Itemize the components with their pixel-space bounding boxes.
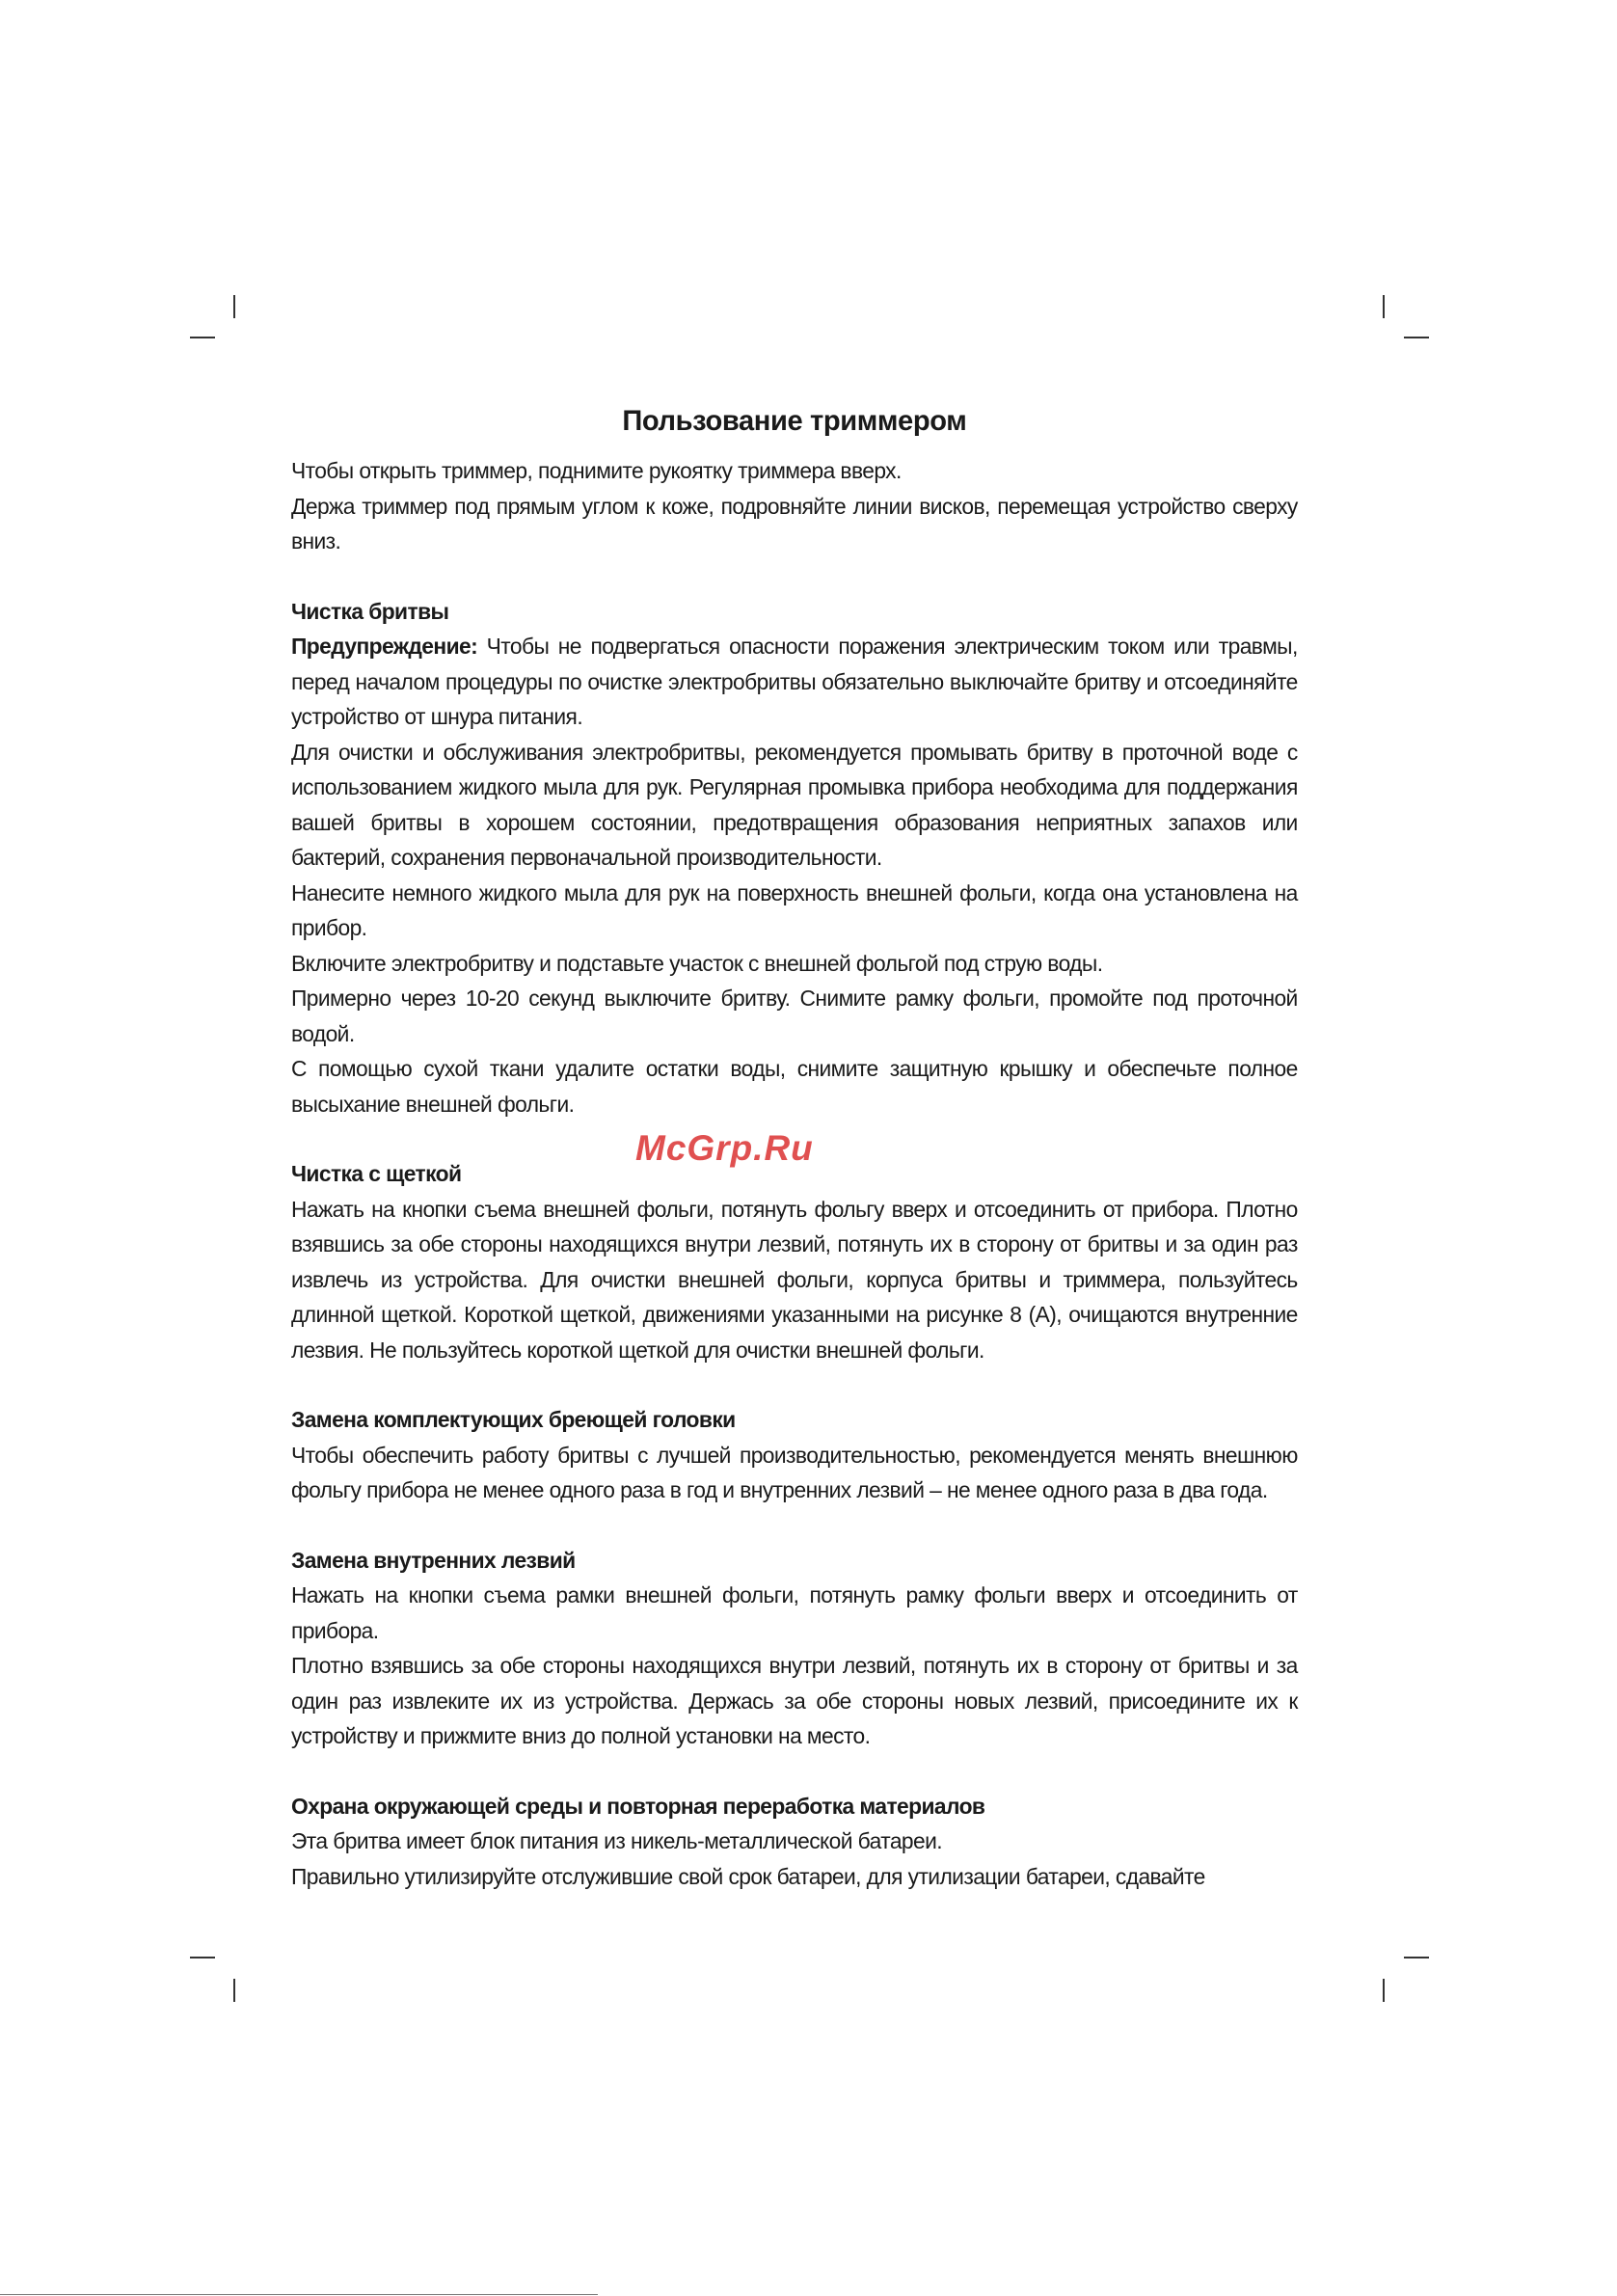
crop-mark	[190, 337, 215, 338]
paragraph: Держа триммер под прямым углом к коже, подровняйте линии висков, перемещая устройство сверху вниз.	[291, 493, 1298, 554]
section-heading: Замена внутренних лезвий	[291, 1547, 576, 1573]
paragraph: Для очистки и обслуживания электробритвы, рекомендуется промывать бритву в проточной воде с использованием жидкого мыла для рук. Регулярная промывка прибора необходима для поддержания вашей бритвы в хорошем состоянии, предотвращения образования неприятных запахов или бактерий, сохранения первоначальной производительности.	[291, 739, 1298, 870]
page-body	[291, 453, 1298, 1894]
crop-mark	[233, 295, 235, 318]
section-heading: Чистка бритвы	[291, 598, 449, 624]
warning-paragraph	[291, 629, 1298, 735]
warning-text: Чтобы не подвергаться опасности поражения электрическим током или травмы, перед началом процедуры по очистке электробритвы обязательно выключайте бритву и отсоединяйте устройство от шнура питания.	[291, 634, 1298, 729]
paragraph: Нажать на кнопки съема внешней фольги, потянуть фольгу вверх и отсоединить от прибора. Плотно взявшись за обе стороны находящихся внутри лезвий, потянуть их в сторону от бритвы и за один раз извлечь из устройства. Для очистки внешней фольги, корпуса бритвы и триммера, пользуйтесь длинной щеткой. Короткой щеткой, движениями указанными на рисунке 8 (А), очищаются внутренние лезвия. Не пользуйтесь короткой щеткой для очистки внешней фольги.	[291, 1196, 1298, 1363]
section-heading: Чистка с щеткой	[291, 1161, 462, 1186]
paragraph: Нажать на кнопки съема рамки внешней фольги, потянуть рамку фольги вверх и отсоединить от прибора.	[291, 1582, 1298, 1643]
paragraph: Чтобы обеспечить работу бритвы с лучшей производительностью, рекомендуется менять внешнюю фольгу прибора не менее одного раза в год и внутренних лезвий – не менее одного раза в два года.	[291, 1442, 1298, 1502]
crop-mark	[1383, 295, 1385, 318]
crop-mark	[1404, 1957, 1429, 1958]
crop-mark	[190, 1957, 215, 1958]
page-bottom-rule	[0, 2294, 598, 2295]
crop-mark	[233, 1979, 235, 2002]
watermark: McGrp.Ru	[635, 1128, 814, 1168]
warning-label: Предупреждение:	[291, 634, 478, 659]
page-title: Пользование триммером	[622, 405, 967, 437]
crop-mark	[1383, 1979, 1385, 2002]
paragraph: С помощью сухой ткани удалите остатки воды, снимите защитную крышку и обеспечьте полное высыхание внешней фольги.	[291, 1056, 1298, 1117]
paragraph: Эта бритва имеет блок питания из никель-металлической батареи.	[291, 1828, 943, 1853]
paragraph: Включите электробритву и подставьте участок с внешней фольгой под струю воды.	[291, 950, 1103, 976]
section-heading: Охрана окружающей среды и повторная переработка материалов	[291, 1793, 985, 1819]
paragraph: Нанесите немного жидкого мыла для рук на поверхность внешней фольги, когда она установлена на прибор.	[291, 879, 1298, 940]
paragraph: Правильно утилизируйте отслужившие свой срок батареи, для утилизации батареи, сдавайте	[291, 1863, 1205, 1889]
paragraph: Плотно взявшись за обе стороны находящихся внутри лезвий, потянуть их в сторону от бритвы и за один раз извлеките их из устройства. Держась за обе стороны новых лезвий, присоедините их к устройству и прижмите вниз до полной установки на место.	[291, 1653, 1298, 1748]
crop-mark	[1404, 337, 1429, 338]
paragraph: Примерно через 10-20 секунд выключите бритву. Снимите рамку фольги, промойте под проточной водой.	[291, 986, 1298, 1046]
section-heading: Замена комплектующих бреющей головки	[291, 1407, 736, 1432]
paragraph: Чтобы открыть триммер, поднимите рукоятку триммера вверх.	[291, 458, 902, 483]
